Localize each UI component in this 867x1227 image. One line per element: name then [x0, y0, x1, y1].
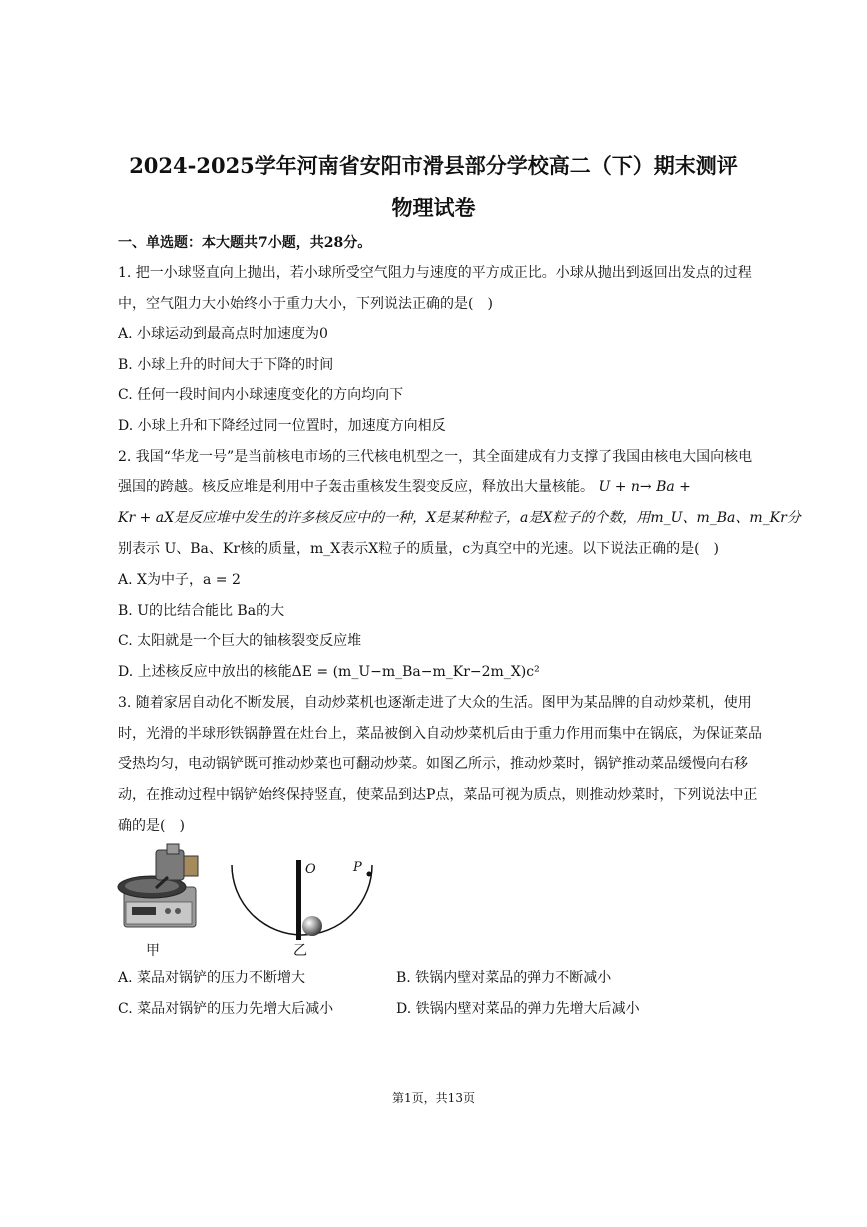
q3-stem-line5: 确的是( ) — [118, 818, 185, 834]
q2-stem-line2-text: 强国的跨越。核反应堆是利用中子轰击重核发生裂变反应，释放出大量核能。 — [118, 479, 594, 495]
q2-reaction-equation: U + n→ Ba + — [598, 479, 691, 495]
page-footer: 第1页，共13页 — [392, 1091, 475, 1105]
spatula-bar — [296, 860, 301, 940]
figure-label-p: P — [353, 860, 362, 875]
q2-option-d: D. 上述核反应中放出的核能ΔE = (m_U−m_Ba−m_Kr−2m_X)c² — [118, 664, 540, 680]
q1-option-d: D. 小球上升和下降经过同一位置时，加速度方向相反 — [118, 418, 446, 434]
figure-label-o: O — [305, 862, 316, 877]
figure-label-jia: 甲 — [146, 943, 160, 959]
q3-option-b: B. 铁锅内壁对菜品的弹力不断减小 — [396, 970, 612, 986]
figure-label-yi: 乙 — [293, 943, 307, 959]
q1-option-a: A. 小球运动到最高点时加速度为0 — [118, 326, 328, 342]
point-p-dot — [367, 872, 372, 877]
q2-stem-line3: Kr + aX是反应堆中发生的许多核反应中的一种，X是某种粒子，a是X粒子的个数，用m_U、m_Ba、m_Kr分 — [118, 510, 801, 526]
wok-arc — [232, 865, 372, 935]
q1-option-c: C. 任何一段时间内小球速度变化的方向均向下 — [118, 387, 404, 403]
q2-option-a: A. X为中子，a = 2 — [118, 572, 241, 588]
q3-stem-line2: 时，光滑的半球形铁锅静置在灶台上，菜品被倒入自动炒菜机后由于重力作用而集中在锅底，为保证菜品 — [118, 726, 762, 742]
q3-option-d: D. 铁锅内壁对菜品的弹力先增大后减小 — [396, 1001, 640, 1017]
section-heading: 一、单选题：本大题共7小题，共28分。 — [118, 235, 372, 251]
page-subtitle: 物理试卷 — [391, 195, 476, 220]
q1-stem-line1: 1. 把一小球竖直向上抛出，若小球所受空气阻力与速度的平方成正比。小球从抛出到返回出发点的过程 — [118, 265, 752, 281]
q1-stem-line2: 中，空气阻力大小始终小于重力大小，下列说法正确的是( ) — [118, 296, 493, 312]
page-title: 2024-2025学年河南省安阳市滑县部分学校高二（下）期末测评 — [129, 153, 738, 178]
q3-option-a: A. 菜品对锅铲的压力不断增大 — [118, 970, 306, 986]
q2-stem-line4: 别表示 U、Ba、Kr核的质量，m_X表示X粒子的质量，c为真空中的光速。以下说法正确的是( ) — [118, 541, 720, 557]
q3-stem-line1: 3. 随着家居自动化不断发展，自动炒菜机也逐渐走进了大众的生活。图甲为某品牌的自动炒菜机，使用 — [118, 695, 752, 711]
q2-option-c: C. 太阳就是一个巨大的铀核裂变反应堆 — [118, 633, 362, 649]
q3-stem-line3: 受热均匀，电动锅铲既可推动炒菜也可翻动炒菜。如图乙所示，推动炒菜时，锅铲推动菜品缓慢向右移 — [118, 756, 748, 772]
food-ball — [302, 916, 322, 936]
q2-stem-line1: 2. 我国“华龙一号”是当前核电市场的三代核电机型之一，其全面建成有力支撑了我国由核电大国向核电 — [118, 449, 753, 465]
q2-option-b: B. U的比结合能比 Ba的大 — [118, 603, 285, 619]
cooking-machine-image — [112, 842, 212, 942]
q3-stem-line4: 动，在推动过程中锅铲始终保持竖直，使菜品到达P点，菜品可视为质点，则推动炒菜时，下列说法中正 — [118, 787, 758, 803]
q3-option-c: C. 菜品对锅铲的压力先增大后减小 — [118, 1001, 334, 1017]
q1-option-b: B. 小球上升的时间大于下降的时间 — [118, 357, 334, 373]
q2-stem-line2 — [118, 476, 691, 496]
